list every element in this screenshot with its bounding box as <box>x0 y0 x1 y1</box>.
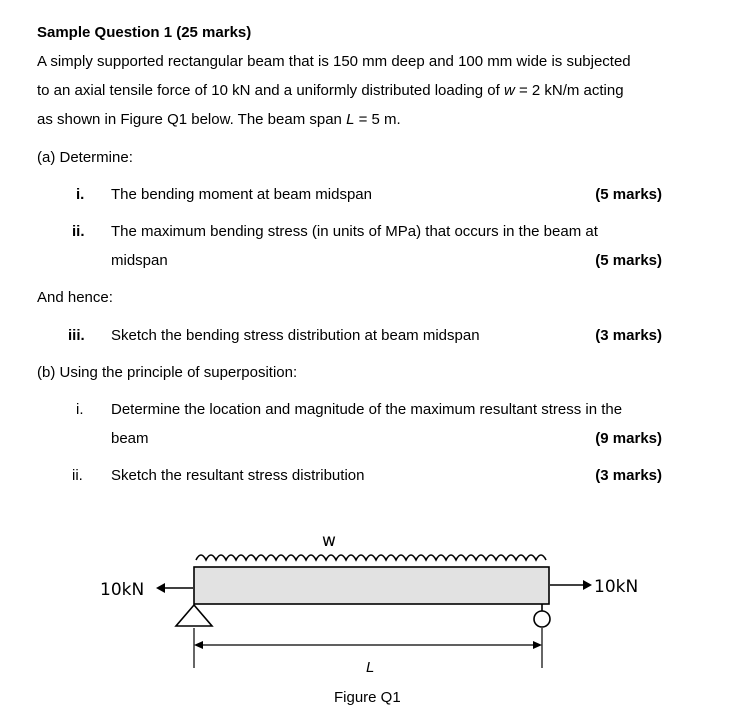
distributed-load-wave <box>196 555 546 560</box>
dimension-arrow-left-icon <box>194 641 203 649</box>
pin-support-icon <box>176 605 212 626</box>
part-a-item-1-marks: (5 marks) <box>595 186 662 203</box>
load-symbol-w: w <box>503 82 515 99</box>
span-symbol-L: L <box>346 111 355 128</box>
part-a-item-2-marks: (5 marks) <box>595 252 662 269</box>
part-b-item-2-marks: (3 marks) <box>595 467 662 484</box>
part-b-item-1-num: i. <box>76 401 84 418</box>
intro-line-2-text-b: = 2 kN/m acting <box>514 82 624 99</box>
part-a-item-2-text: The maximum bending stress (in units of MPa) that occurs in the beam at <box>111 223 598 240</box>
left-force-label: 10kN <box>100 580 145 600</box>
and-hence-label: And hence: <box>37 289 113 306</box>
part-a-item-2-text-cont: midspan <box>111 252 168 269</box>
dimension-arrow-right-icon <box>533 641 542 649</box>
beam <box>194 567 549 604</box>
part-a-label: (a) Determine: <box>37 149 133 166</box>
question-heading: Sample Question 1 (25 marks) <box>37 24 252 41</box>
roller-support-icon <box>534 611 550 627</box>
part-b-item-2-text: Sketch the resultant stress distribution <box>111 467 365 484</box>
part-b-item-1-text: Determine the location and magnitude of the maximum resultant stress in the <box>111 401 623 418</box>
part-a-item-1-text: The bending moment at beam midspan <box>111 186 372 203</box>
intro-line-2-text-a: to an axial tensile force of 10 kN and a uniformly distributed loading of <box>37 82 504 99</box>
intro-line-3-text-b: = 5 m. <box>354 111 401 128</box>
right-force-label: 10kN <box>594 577 639 597</box>
part-b-item-1-marks: (9 marks) <box>595 430 662 447</box>
span-label-L: L <box>366 659 375 676</box>
part-b-label: (b) Using the principle of superposition: <box>37 364 298 381</box>
left-arrowhead-icon <box>156 583 165 593</box>
part-a-item-1-num: i. <box>76 186 85 203</box>
intro-line-1: A simply supported rectangular beam that is 150 mm deep and 100 mm wide is subjected <box>37 53 631 70</box>
part-a-item-2-num: ii. <box>72 223 85 240</box>
part-a-item-3-marks: (3 marks) <box>595 327 662 344</box>
right-arrowhead-icon <box>583 580 592 590</box>
part-a-item-3-num: iii. <box>68 327 85 344</box>
part-b-item-1-text-cont: beam <box>111 430 149 447</box>
part-b-item-2-num: ii. <box>72 467 83 484</box>
part-a-item-3-text: Sketch the bending stress distribution at beam midspan <box>111 327 480 344</box>
figure-caption: Figure Q1 <box>334 689 401 706</box>
load-label-w: w <box>322 531 336 551</box>
intro-line-3-text-a: as shown in Figure Q1 below. The beam span <box>37 111 347 128</box>
